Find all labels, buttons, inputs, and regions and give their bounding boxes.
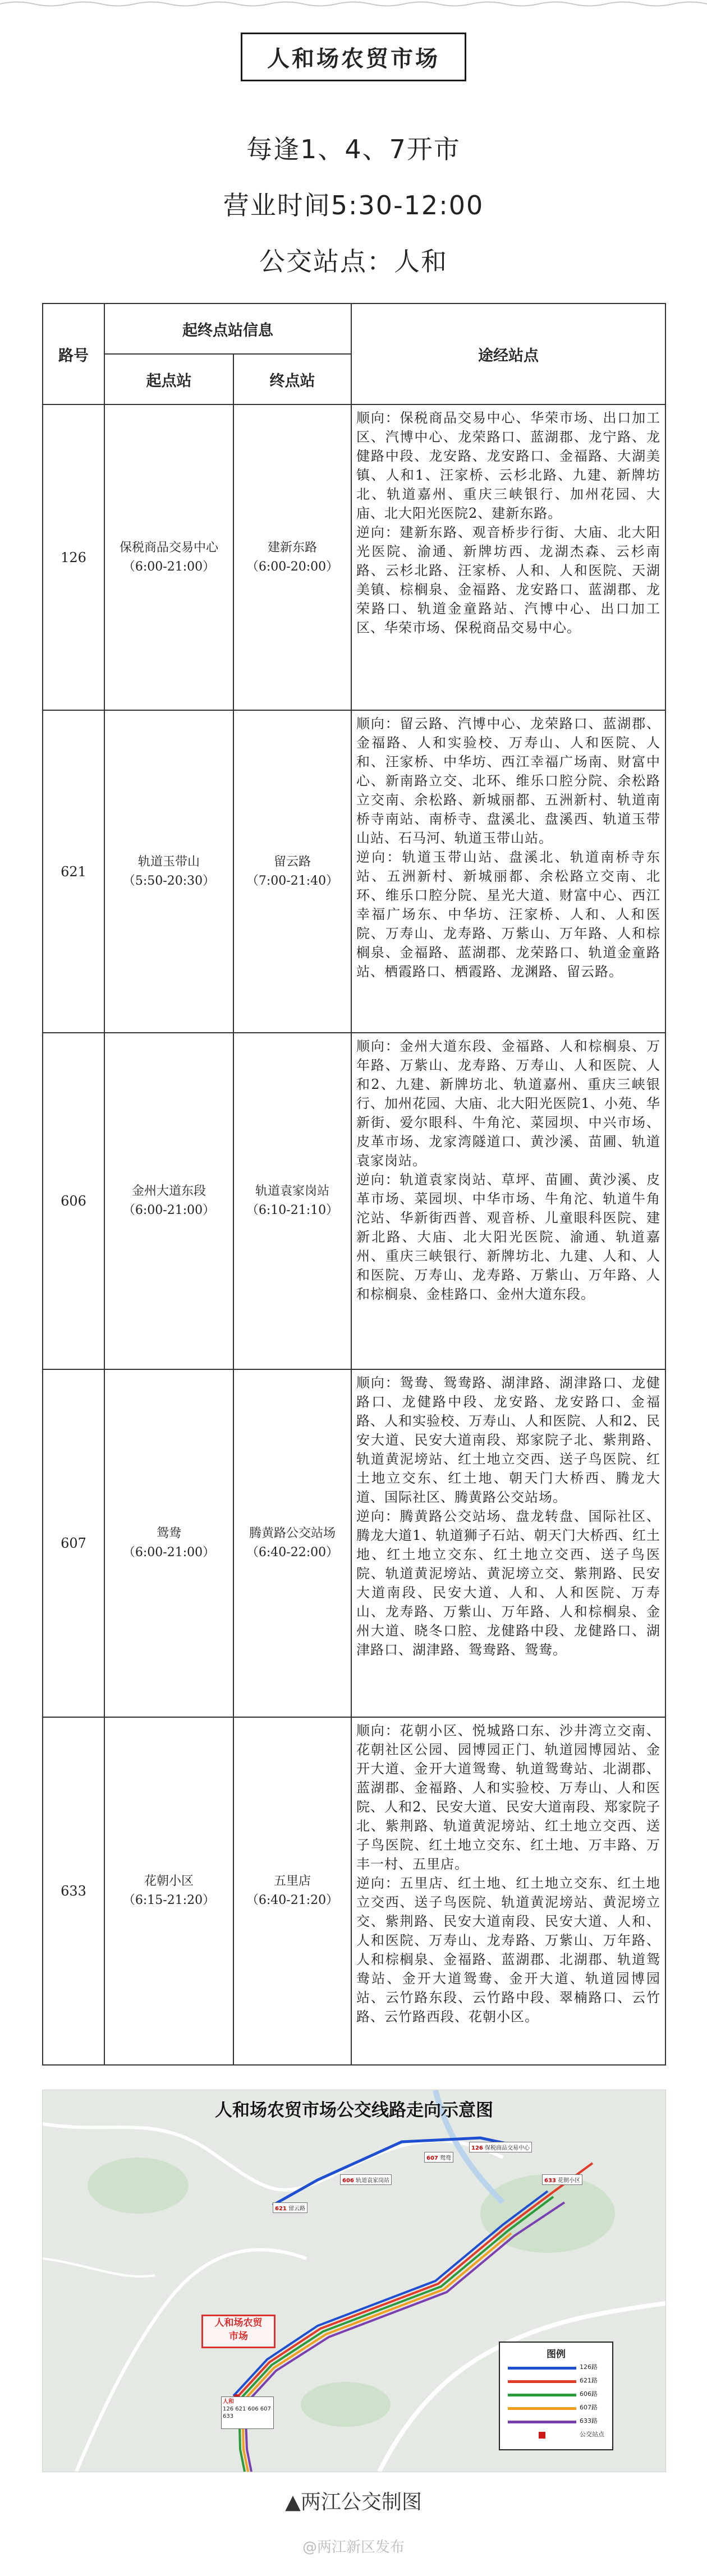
legend-title: 图例 (547, 2349, 566, 2360)
table-row (43, 1717, 665, 2065)
reverse-stops: 逆向：轨道袁家岗站、草坪、苗圃、黄沙溪、皮革市场、菜园坝、中华市场、牛角沱、轨道牛角沱站、华新街西普、观音桥、儿童眼科医院、建新北路、大庙、北大阳光医院、渝通、轨道嘉州、重庆三峡银行、新牌坊北、九建、人和、人和医院、万寿山、龙寿路、万紫山、万年路、人和棕榈泉、金桂路口、金州大道东段。 (356, 1172, 660, 1302)
stops-cell (351, 1717, 665, 2065)
market-days: 每逢1、4、7开市 (246, 134, 461, 164)
reverse-stops: 逆向：五里店、红土地、红土地立交东、红土地立交西、送子鸟医院、轨道黄泥塝站、黄泥塝立交、紫荆路、民安大道南段、民安大道、人和、人和医院、万寿山、龙寿路、万紫山、万年路、人和棕榈泉、金福路、蓝湖郡、北湖郡、轨道鸳鸯站、金开大道鸳鸯、金开大道、轨道园博园站、云竹路东段、云竹路中段、翠楠路口、云竹路、云竹路西段、花朝小区。 (356, 1875, 660, 2025)
legend-label: 621路 (580, 2377, 598, 2384)
start-time: （6:00-21:00） (122, 1545, 215, 1560)
start-terminal (104, 1717, 233, 2065)
forward-stops: 顺向：保税商品交易中心、华荣市场、出口加工区、汽博中心、龙荣路口、蓝湖郡、龙宁路、龙健路中段、龙安路、龙安路口、金福路、大湖美镇、人和1、汪家桥、云杉北路、九建、新牌坊北、轨道嘉州、重庆三峡银行、加州花园、大庙、北大阳光医院2、建新东路。 (356, 410, 660, 521)
stop-callout-routes: 126 621 606 607 633 (223, 2406, 271, 2419)
tag-routes: 621 (275, 2206, 287, 2212)
legend-item (508, 2418, 604, 2426)
market-label (201, 2315, 276, 2348)
legend-item (508, 2391, 604, 2399)
route-table (42, 303, 666, 2066)
tag-routes: 607 (426, 2155, 438, 2161)
legend-item (508, 2377, 604, 2385)
tag-name: 花朝小区 (558, 2178, 581, 2184)
route-number: 126 (43, 404, 104, 710)
tag-routes: 633 (544, 2178, 556, 2184)
header-end: 终点站 (233, 354, 351, 404)
header-start: 起点站 (104, 354, 233, 404)
table-row (43, 1033, 665, 1369)
end-time: （6:40-21:20） (246, 1893, 339, 1907)
tag-name: 鸳鸯 (440, 2155, 452, 2161)
map-title: 人和场农贸市场公交线路走向示意图 (215, 2100, 493, 2120)
legend-item (508, 2364, 604, 2372)
legend-item (508, 2431, 604, 2439)
reverse-stops: 逆向：腾黄路公交站场、盘龙转盘、国际社区、腾龙大道1、轨道狮子石站、朝天门大桥西、红土地、红土地立交东、红土地立交西、送子鸟医院、轨道黄泥塝站、黄泥塝立交、紫荆路、民安大道南段、民安大道、人和、人和医院、万寿山、龙寿路、万紫山、万年路、人和棕榈泉、金州大道、晓冬口腔、龙健路中段、龙健路口、湖津路口、湖津路、鸳鸯路、鸳鸯。 (356, 1508, 660, 1658)
start-time: （5:50-20:30） (122, 873, 215, 888)
end-time: （6:10-21:10） (246, 1203, 339, 1217)
map-legend (499, 2342, 613, 2450)
start-terminal (104, 710, 233, 1033)
legend-swatch (508, 2380, 576, 2383)
end-name: 轨道袁家岗站 (255, 1184, 329, 1198)
tag-name: 轨道袁家岗站 (356, 2178, 390, 2184)
legend-label: 126路 (580, 2363, 598, 2371)
tag-name: 留云路 (288, 2206, 306, 2212)
end-terminal (233, 404, 351, 710)
watermark: @两江新区发布 (302, 2539, 405, 2556)
header-stops: 途经站点 (351, 303, 665, 404)
table-row (43, 404, 665, 710)
start-time: （6:00-21:00） (122, 559, 215, 574)
tag-name: 保税商品交易中心 (485, 2145, 530, 2151)
header-terminal-info: 起终点站信息 (104, 303, 351, 354)
start-name: 轨道玉带山 (137, 854, 200, 869)
legend-label: 607路 (580, 2404, 598, 2411)
stops-cell (351, 404, 665, 710)
legend-swatch (508, 2394, 576, 2396)
start-name: 金州大道东段 (131, 1184, 206, 1198)
legend-swatch (508, 2407, 576, 2410)
route-number: 633 (43, 1717, 104, 2065)
map-tag (424, 2152, 453, 2163)
market-label-line1: 人和场农贸 (214, 2317, 263, 2329)
legend-label: 606路 (580, 2390, 598, 2398)
legend-swatch (539, 2432, 545, 2439)
business-hours: 营业时间5:30-12:00 (223, 190, 484, 220)
page-title: 人和场农贸市场 (241, 33, 466, 81)
end-name: 建新东路 (267, 540, 317, 555)
header-route-no: 路号 (43, 303, 104, 404)
end-time: （6:40-22:00） (246, 1545, 339, 1560)
start-name: 保税商品交易中心 (119, 540, 218, 555)
table-row (43, 710, 665, 1033)
stops-cell (351, 1033, 665, 1369)
forward-stops: 顺向：花朝小区、悦城路口东、沙井湾立交南、花朝社区公园、园博园正门、轨道园博园站、金开大道、金开大道鸳鸯、轨道鸳鸯站、北湖郡、蓝湖郡、金福路、人和实验校、万寿山、人和医院、人和2、民安大道、民安大道南段、郑家院子北、紫荆路、轨道黄泥塝站、红土地立交西、送子鸟医院、红土地立交东、红土地、万丰路、万丰一村、五里店。 (356, 1723, 660, 1872)
legend-swatch (508, 2367, 576, 2370)
legend-label: 633路 (580, 2417, 598, 2425)
tag-routes: 126 (471, 2145, 483, 2151)
stop-callout-name: 人和 (223, 2399, 234, 2405)
route-number: 606 (43, 1033, 104, 1369)
reverse-stops: 逆向：建新东路、观音桥步行街、大庙、北大阳光医院、渝通、新牌坊西、龙湖杰森、云杉南路、云杉北路、汪家桥、人和、人和医院、天湖美镇、棕榈泉、金福路、龙安路口、蓝湖郡、龙荣路口、轨道金童路站、汽博中心、出口加工区、华荣市场、保税商品交易中心。 (356, 525, 660, 636)
top-decoration (0, 0, 707, 8)
map-tag (340, 2174, 392, 2185)
end-terminal (233, 1369, 351, 1717)
table-row (43, 1369, 665, 1717)
end-name: 腾黄路公交站场 (249, 1526, 336, 1540)
legend-item (508, 2404, 604, 2412)
start-terminal (104, 404, 233, 710)
end-terminal (233, 710, 351, 1033)
stop-callout (221, 2396, 274, 2429)
start-name: 花朝小区 (144, 1874, 194, 1888)
bus-stop: 公交站点：人和 (259, 246, 448, 277)
start-terminal (104, 1369, 233, 1717)
start-terminal (104, 1033, 233, 1369)
footer-caption: ▲两江公交制图 (285, 2491, 422, 2514)
forward-stops: 顺向：鸳鸯、鸳鸯路、湖津路、湖津路口、龙健路口、龙健路中段、龙安路、龙安路口、金福路、人和实验校、万寿山、人和医院、人和2、民安大道、民安大道南段、郑家院子北、紫荆路、轨道黄泥塝站、红土地立交西、送子鸟医院、红土地立交东、红土地、朝天门大桥西、腾龙大道、国际社区、腾黄路公交站场。 (356, 1375, 660, 1505)
route-number: 621 (43, 710, 104, 1033)
start-time: （6:15-21:20） (122, 1893, 215, 1907)
stops-cell (351, 710, 665, 1033)
tag-routes: 606 (342, 2178, 354, 2184)
map-tag (542, 2174, 582, 2185)
route-number: 607 (43, 1369, 104, 1717)
start-time: （6:00-21:00） (122, 1203, 215, 1217)
legend-label: 公交站点 (580, 2431, 604, 2438)
reverse-stops: 逆向：轨道玉带山站、盘溪北、轨道南桥寺东站、五洲新村、新城丽都、余松路立交南、北环、维乐口腔分院、星光大道、财富中心、西江幸福广场东、中华坊、汪家桥、人和、人和医院、万寿山、龙寿路、万紫山、万年路、人和棕榈泉、金福路、蓝湖郡、龙荣路口、轨道金童路站、栖霞路口、栖霞路、龙渊路、留云路。 (356, 849, 660, 979)
end-terminal (233, 1033, 351, 1369)
map-tag (273, 2202, 307, 2213)
end-name: 留云路 (273, 854, 311, 869)
page-title-wrap (0, 33, 707, 81)
map-tag (469, 2142, 532, 2152)
stops-cell (351, 1369, 665, 1717)
start-name: 鸳鸯 (156, 1526, 181, 1540)
end-time: （7:00-21:40） (246, 873, 339, 888)
end-name: 五里店 (273, 1874, 311, 1888)
route-map (42, 2090, 666, 2472)
route-line-607 (240, 2233, 511, 2472)
end-terminal (233, 1717, 351, 2065)
forward-stops: 顺向：金州大道东段、金福路、人和棕榈泉、万年路、万紫山、龙寿路、万寿山、人和医院、人和2、九建、新牌坊北、轨道嘉州、重庆三峡银行、加州花园、大庙、北大阳光医院1、小苑、华新街、爱尔眼科、牛角沱、菜园坝、中兴市场、皮革市场、龙家湾隧道口、黄沙溪、苗圃、轨道袁家岗站。 (356, 1038, 660, 1169)
legend-swatch (508, 2421, 576, 2423)
end-time: （6:00-20:00） (246, 559, 339, 574)
market-label-line2: 市场 (229, 2331, 248, 2342)
forward-stops: 顺向：留云路、汽博中心、龙荣路口、蓝湖郡、金福路、人和实验校、万寿山、人和医院、人和、汪家桥、中华坊、西江幸福广场南、财富中心、新南路立交、北环、维乐口腔分院、余松路立交南、余松路、新城丽都、五洲新村、轨道南桥寺南站、南桥寺、盘溪北、盘溪西、轨道玉带山站、石马河、轨道玉带山站。 (356, 716, 660, 846)
